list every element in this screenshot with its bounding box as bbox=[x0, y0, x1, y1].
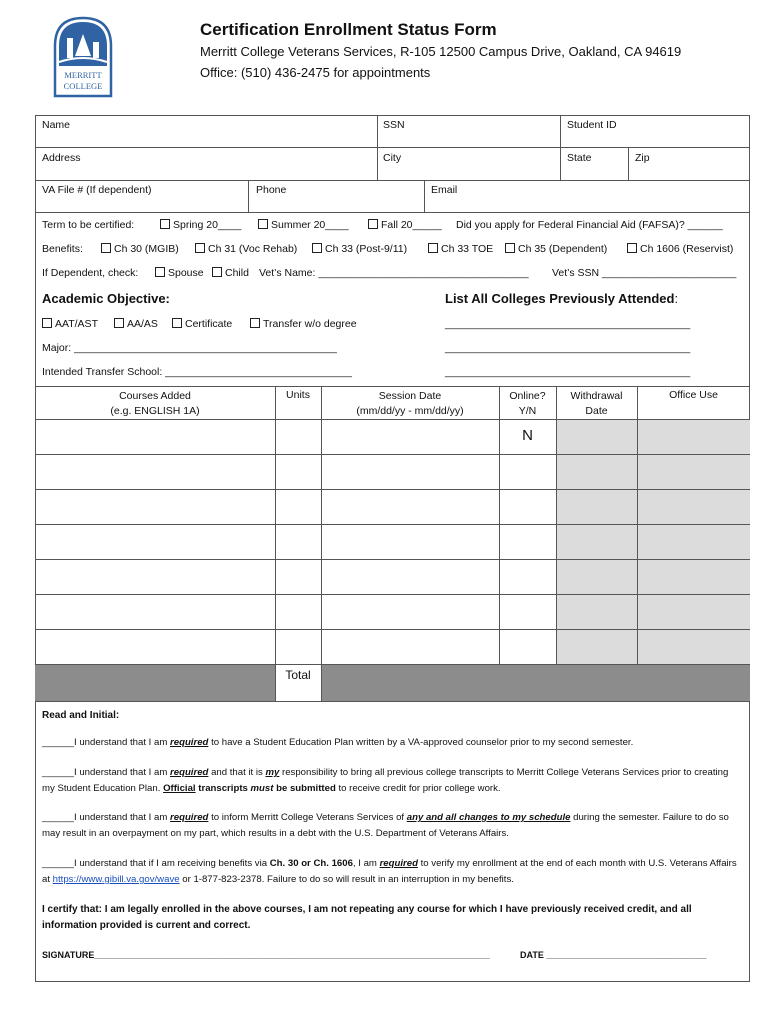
checkbox-icon[interactable] bbox=[195, 243, 205, 253]
academic-objective-heading: Academic Objective: bbox=[42, 291, 170, 306]
col-session-date: Session Date (mm/dd/yy - mm/dd/yy) bbox=[356, 390, 464, 417]
state-field[interactable]: State bbox=[567, 152, 592, 164]
header-phone: Office: (510) 436-2475 for appointments bbox=[200, 65, 431, 80]
term-label: Term to be certified: bbox=[42, 219, 135, 231]
ssn-field[interactable]: SSN bbox=[383, 119, 405, 131]
benefit-ch30[interactable]: Ch 30 (MGIB) bbox=[101, 243, 179, 255]
college-line-1[interactable]: __________________________________________ bbox=[445, 318, 691, 330]
checkbox-icon[interactable] bbox=[101, 243, 111, 253]
colleges-heading: List All Colleges Previously Attended: bbox=[445, 291, 679, 306]
checkbox-icon[interactable] bbox=[312, 243, 322, 253]
online-row1-value[interactable]: N bbox=[522, 427, 533, 444]
col-units: Units bbox=[286, 389, 310, 401]
col-online: Online? Y/N bbox=[509, 390, 546, 417]
objective-aat[interactable]: AAT/AST bbox=[42, 318, 98, 330]
benefit-ch1606[interactable]: Ch 1606 (Reservist) bbox=[627, 243, 733, 255]
checkbox-icon[interactable] bbox=[42, 318, 52, 328]
checkbox-icon[interactable] bbox=[627, 243, 637, 253]
student-id-field[interactable]: Student ID bbox=[567, 119, 617, 131]
term-summer[interactable]: Summer 20____ bbox=[258, 219, 349, 231]
checkbox-icon[interactable] bbox=[114, 318, 124, 328]
objective-certificate[interactable]: Certificate bbox=[172, 318, 232, 330]
objective-aa[interactable]: AA/AS bbox=[114, 318, 158, 330]
merritt-college-logo bbox=[53, 16, 113, 98]
checkbox-icon[interactable] bbox=[160, 219, 170, 229]
signature-field[interactable]: SIGNATURE_______________________________________________________________________________ bbox=[42, 950, 490, 960]
checkbox-icon[interactable] bbox=[172, 318, 182, 328]
checkbox-icon[interactable] bbox=[155, 267, 165, 277]
wave-link[interactable]: https://www.gibill.va.gov/wave bbox=[52, 874, 180, 885]
dependent-label: If Dependent, check: bbox=[42, 267, 139, 279]
form-title: Certification Enrollment Status Form bbox=[200, 20, 497, 39]
col-withdrawal-date: Withdrawal Date bbox=[570, 390, 623, 417]
benefit-ch31[interactable]: Ch 31 (Voc Rehab) bbox=[195, 243, 297, 255]
checkbox-icon[interactable] bbox=[212, 267, 222, 277]
benefit-ch33-toe[interactable]: Ch 33 TOE bbox=[428, 243, 493, 255]
phone-field[interactable]: Phone bbox=[256, 184, 287, 196]
college-line-2[interactable]: __________________________________________ bbox=[445, 342, 691, 354]
checkbox-icon[interactable] bbox=[258, 219, 268, 229]
initial-paragraph-2[interactable]: ______I understand that I am required and that it is my responsibility to bring all previous college transcripts to Merritt College Veterans Services prior to creating my Student Education Plan. Official transcripts must be submitted to receive credit for prior college work. bbox=[42, 767, 729, 794]
read-initial-heading: Read and Initial: bbox=[42, 710, 120, 721]
checkbox-icon[interactable] bbox=[368, 219, 378, 229]
college-line-3[interactable]: __________________________________________ bbox=[445, 366, 691, 378]
benefit-ch33[interactable]: Ch 33 (Post-9/11) bbox=[312, 243, 407, 255]
objective-transfer[interactable]: Transfer w/o degree bbox=[250, 318, 357, 330]
checkbox-icon[interactable] bbox=[250, 318, 260, 328]
dependent-spouse[interactable]: Spouse bbox=[155, 267, 204, 279]
city-field[interactable]: City bbox=[383, 152, 402, 164]
logo-text-merritt: MERRITT bbox=[64, 70, 102, 80]
col-courses-added: Courses Added (e.g. ENGLISH 1A) bbox=[110, 390, 200, 417]
term-spring[interactable]: Spring 20____ bbox=[160, 219, 241, 231]
benefits-label: Benefits: bbox=[42, 243, 83, 255]
va-file-field[interactable]: VA File # (If dependent) bbox=[42, 184, 152, 196]
certify-statement: I certify that: I am legally enrolled in the above courses, I am not repeating any course for which I have previously received credit, and all information provided is current and correct. bbox=[42, 904, 692, 931]
term-fall[interactable]: Fall 20_____ bbox=[368, 219, 442, 231]
vet-ssn-field[interactable]: Vet’s SSN _______________________ bbox=[552, 267, 737, 279]
name-field[interactable]: Name bbox=[42, 119, 71, 131]
logo-text-college: COLLEGE bbox=[63, 81, 103, 91]
email-field[interactable]: Email bbox=[431, 184, 458, 196]
fafsa-question[interactable]: Did you apply for Federal Financial Aid (FAFSA)? ______ bbox=[456, 219, 723, 231]
header-address: Merritt College Veterans Services, R-105 12500 Campus Drive, Oakland, CA 94619 bbox=[200, 44, 682, 59]
col-office-use: Office Use bbox=[669, 389, 718, 401]
address-field[interactable]: Address bbox=[42, 152, 81, 164]
total-label: Total bbox=[285, 668, 311, 682]
transfer-school-field[interactable]: Intended Transfer School: ________________________________ bbox=[42, 366, 353, 378]
checkbox-icon[interactable] bbox=[505, 243, 515, 253]
checkbox-icon[interactable] bbox=[428, 243, 438, 253]
dependent-child[interactable]: Child bbox=[212, 267, 249, 279]
benefit-ch35[interactable]: Ch 35 (Dependent) bbox=[505, 243, 607, 255]
initial-paragraph-1[interactable]: ______I understand that I am required to have a Student Education Plan written by a VA-approved counselor prior to my second semester. bbox=[42, 737, 634, 748]
zip-field[interactable]: Zip bbox=[635, 152, 650, 164]
vet-name-field[interactable]: Vet’s Name: ____________________________________ bbox=[259, 267, 529, 279]
initial-paragraph-3[interactable]: ______I understand that I am required to inform Merritt College Veterans Services of any and all changes to my schedule during the semester. Failure to do so may result in an overpayment on my part, which results in a debt with the U.S. Department of Veterans Affairs. bbox=[42, 812, 729, 839]
date-field[interactable]: DATE ________________________________ bbox=[520, 950, 707, 960]
major-field[interactable]: Major: _____________________________________________ bbox=[42, 342, 337, 354]
initial-paragraph-4[interactable]: ______I understand that if I am receiving benefits via Ch. 30 or Ch. 1606, I am required to verify my enrollment at the end of each month with U.S. Veterans Affairs at https://www.gibill.va.gov/wave or 1-877-823-2378. Failure to do so will result in an interruption in my benefits. bbox=[42, 858, 737, 885]
